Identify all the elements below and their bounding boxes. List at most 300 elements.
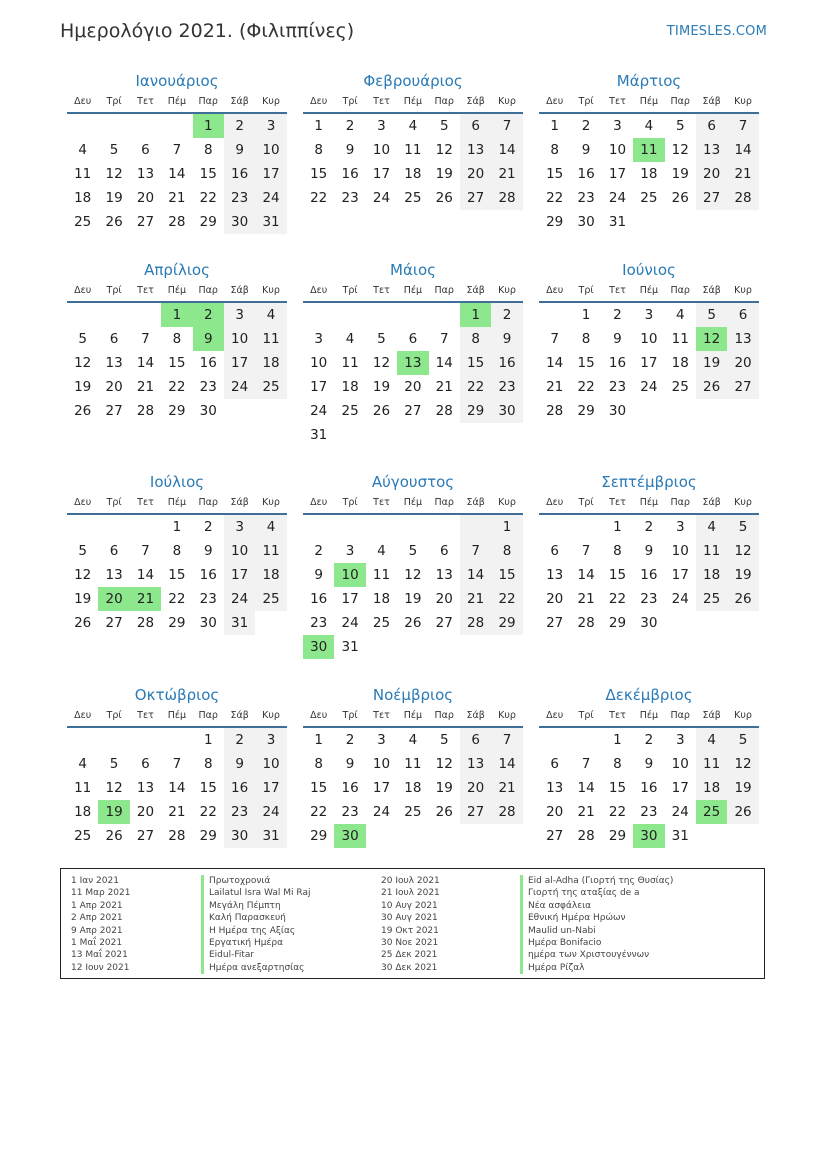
day-cell: 29 (199, 214, 217, 230)
week-row (67, 210, 287, 234)
day-cell: 23 (491, 375, 522, 399)
day-cell: 22 (199, 804, 217, 820)
day-cell: 16 (640, 567, 658, 583)
day-cell: 18 (696, 563, 727, 587)
day-cell: 23 (199, 379, 217, 395)
week-row (303, 162, 523, 186)
day-cell: 9 (581, 142, 591, 158)
weekday-label: Σάβ (230, 497, 249, 508)
empty-day-cell (491, 635, 522, 659)
day-cell: 15 (310, 780, 328, 796)
empty-day-cell (366, 303, 397, 327)
weekday-label: Σάβ (230, 710, 249, 721)
day-cell: 20 (696, 162, 727, 186)
week-row (539, 587, 759, 611)
weekday-label: Πέμ (403, 96, 423, 107)
day-cell: 21 (491, 776, 522, 800)
day-cell: 12 (435, 142, 453, 158)
weekday-label: Τετ (609, 497, 626, 508)
weekday-label: Δευ (74, 285, 92, 296)
weekday-label: Πέμ (403, 497, 423, 508)
day-cell: 27 (727, 375, 758, 399)
holiday-date: 13 Μαΐ 2021 (71, 950, 128, 961)
day-cell: 12 (74, 567, 92, 583)
day-cell: 19 (435, 166, 453, 182)
day-cell: 16 (577, 166, 595, 182)
holiday-day-cell: 25 (696, 800, 727, 824)
day-cell: 20 (546, 804, 564, 820)
day-cell: 17 (310, 379, 328, 395)
day-cell: 24 (255, 186, 286, 210)
day-cell: 6 (109, 331, 119, 347)
weekday-label: Σάβ (702, 710, 721, 721)
weekday-label: Τετ (373, 497, 390, 508)
day-cell: 10 (255, 138, 286, 162)
holiday-name: Γιορτή της αταξίας de a (520, 887, 673, 899)
day-cell: 17 (671, 780, 689, 796)
day-cell: 25 (255, 375, 286, 399)
empty-day-cell (633, 210, 664, 234)
holiday-date: 25 Δεκ 2021 (381, 950, 438, 961)
day-cell: 29 (460, 399, 491, 423)
day-cell: 5 (78, 331, 87, 347)
day-cell: 29 (577, 403, 595, 419)
empty-day-cell (67, 728, 98, 752)
day-cell: 2 (581, 118, 591, 134)
day-cell: 30 (224, 210, 255, 234)
day-cell: 19 (105, 190, 123, 206)
day-cell: 30 (608, 403, 627, 419)
holiday-date: 30 Νοε 2021 (381, 937, 439, 948)
week-row (303, 515, 523, 539)
day-cell: 7 (491, 728, 522, 752)
day-cell: 13 (136, 780, 155, 796)
weekday-header (539, 281, 759, 303)
day-cell: 23 (640, 591, 658, 607)
day-cell: 10 (671, 543, 689, 559)
day-cell: 2 (203, 519, 213, 535)
day-cell: 8 (203, 142, 213, 158)
empty-day-cell (460, 635, 491, 659)
day-cell: 3 (345, 543, 355, 559)
day-cell: 14 (168, 780, 186, 796)
day-cell: 15 (608, 780, 627, 796)
day-cell: 15 (168, 567, 186, 583)
weekday-label: Δευ (74, 710, 92, 721)
day-cell: 3 (255, 114, 286, 138)
day-cell: 20 (136, 804, 155, 820)
day-cell: 17 (224, 351, 255, 375)
weekday-label: Τετ (373, 96, 390, 107)
day-cell: 14 (577, 780, 595, 796)
week-row (303, 399, 523, 423)
day-cell: 13 (105, 567, 123, 583)
day-cell: 14 (546, 355, 564, 371)
week-row (303, 114, 523, 138)
week-row (303, 800, 523, 824)
holiday-day-cell: 20 (98, 587, 129, 611)
month-block (303, 684, 523, 848)
day-cell: 1 (314, 732, 323, 748)
weekday-label: Κυρ (734, 710, 752, 721)
holiday-date: 9 Απρ 2021 (71, 925, 123, 936)
day-cell: 26 (727, 587, 758, 611)
day-cell: 6 (439, 543, 449, 559)
holiday-day-cell: 1 (460, 303, 491, 327)
day-cell: 16 (491, 351, 522, 375)
week-row (67, 800, 287, 824)
weekday-label: Δευ (310, 497, 328, 508)
day-cell: 22 (546, 190, 564, 206)
weekday-label: Τρί (578, 285, 594, 296)
day-cell: 16 (341, 780, 359, 796)
day-cell: 4 (377, 543, 386, 559)
weekday-label: Τετ (137, 96, 154, 107)
day-cell: 30 (199, 403, 217, 419)
holiday-date: 2 Απρ 2021 (71, 913, 123, 924)
month-name: Μάρτιος (616, 72, 682, 90)
day-cell: 19 (435, 780, 453, 796)
empty-day-cell (366, 423, 397, 447)
day-cell: 12 (74, 355, 92, 371)
weekday-label: Δευ (310, 96, 328, 107)
day-cell: 15 (168, 355, 186, 371)
day-cell: 25 (404, 804, 422, 820)
week-row (303, 587, 523, 611)
day-cell: 26 (372, 403, 391, 419)
day-cell: 18 (696, 776, 727, 800)
holiday-name: Νέα ασφάλεια (520, 900, 673, 912)
day-cell: 31 (671, 828, 689, 844)
weekday-label: Κυρ (734, 497, 752, 508)
day-cell: 16 (640, 780, 658, 796)
day-cell: 28 (460, 611, 491, 635)
week-row (539, 162, 759, 186)
day-cell: 30 (491, 399, 522, 423)
day-cell: 31 (310, 427, 328, 443)
day-cell: 30 (640, 615, 658, 631)
day-cell: 21 (577, 591, 595, 607)
day-cell: 17 (372, 780, 391, 796)
empty-day-cell (130, 515, 161, 539)
day-cell: 6 (109, 543, 119, 559)
weekday-label: Σάβ (702, 497, 721, 508)
week-row (539, 539, 759, 563)
empty-day-cell (397, 824, 428, 848)
empty-day-cell (460, 824, 491, 848)
month-name: Φεβρουάριος (363, 72, 463, 90)
weekday-header (303, 281, 523, 303)
day-cell: 7 (172, 756, 182, 772)
empty-day-cell (397, 303, 428, 327)
holiday-date: 10 Αυγ 2021 (381, 900, 438, 911)
weekday-header (303, 92, 523, 114)
week-row (67, 611, 287, 635)
holiday-day-cell: 12 (696, 327, 727, 351)
day-cell: 9 (345, 756, 355, 772)
weekday-label: Πέμ (639, 497, 659, 508)
day-cell: 9 (613, 331, 622, 347)
weekday-label: Πέμ (639, 710, 659, 721)
day-cell: 2 (491, 303, 522, 327)
day-cell: 15 (577, 355, 595, 371)
day-cell: 18 (255, 563, 286, 587)
day-cell: 31 (608, 214, 627, 230)
day-cell: 15 (310, 166, 328, 182)
day-cell: 27 (460, 800, 491, 824)
day-cell: 21 (546, 379, 564, 395)
month-block (303, 70, 523, 210)
day-cell: 22 (491, 587, 522, 611)
day-cell: 12 (727, 539, 758, 563)
day-cell: 22 (608, 591, 627, 607)
month-block (303, 471, 523, 659)
holiday-day-cell: 1 (193, 114, 224, 138)
holiday-day-cell: 2 (193, 303, 224, 327)
day-cell: 27 (105, 403, 123, 419)
day-cell: 27 (546, 615, 564, 631)
day-cell: 5 (377, 331, 386, 347)
day-cell: 8 (491, 539, 522, 563)
month-name: Ιούλιος (149, 473, 205, 491)
day-cell: 10 (671, 756, 689, 772)
weekday-label: Τρί (106, 96, 122, 107)
weekday-label: Παρ (670, 285, 690, 296)
weekday-header (303, 706, 523, 728)
weekday-label: Δευ (310, 710, 328, 721)
day-cell: 29 (310, 828, 328, 844)
day-cell: 13 (546, 780, 564, 796)
week-row (67, 515, 287, 539)
legend-dates-left (71, 875, 131, 974)
holiday-day-cell: 1 (161, 303, 192, 327)
weekday-label: Δευ (310, 285, 328, 296)
holiday-day-cell: 19 (98, 800, 129, 824)
day-cell: 11 (341, 355, 359, 371)
empty-day-cell (696, 210, 727, 234)
page-title: Ημερολόγιο 2021. (Φιλιππίνες) (60, 20, 355, 42)
day-cell: 23 (577, 190, 595, 206)
day-cell: 30 (224, 824, 255, 848)
month-block (67, 684, 287, 848)
day-cell: 9 (314, 567, 323, 583)
day-cell: 31 (341, 639, 359, 655)
weekday-label: Τετ (373, 285, 390, 296)
weekday-label: Πέμ (167, 710, 187, 721)
day-cell: 23 (310, 615, 328, 631)
day-cell: 24 (671, 591, 689, 607)
holiday-name: Πρωτοχρονιά (201, 875, 310, 887)
day-cell: 26 (671, 190, 689, 206)
weekday-label: Δευ (546, 710, 564, 721)
day-cell: 6 (727, 303, 758, 327)
day-cell: 28 (727, 186, 758, 210)
weekday-label: Σάβ (230, 285, 249, 296)
day-cell: 26 (404, 615, 422, 631)
empty-day-cell (98, 114, 129, 138)
day-cell: 2 (314, 543, 323, 559)
day-cell: 21 (491, 162, 522, 186)
weekday-label: Δευ (74, 96, 92, 107)
day-cell: 7 (581, 756, 591, 772)
holiday-name: Lailatul Isra Wal Mi Raj (201, 887, 310, 899)
day-cell: 18 (640, 166, 658, 182)
day-cell: 10 (608, 142, 627, 158)
day-cell: 27 (460, 186, 491, 210)
day-cell: 8 (613, 756, 622, 772)
holiday-date: 11 Μαρ 2021 (71, 888, 131, 899)
day-cell: 8 (314, 142, 323, 158)
holiday-day-cell: 30 (303, 635, 334, 659)
weekday-label: Πέμ (167, 285, 187, 296)
weekday-label: Κυρ (262, 96, 280, 107)
day-cell: 23 (224, 800, 255, 824)
day-cell: 19 (671, 166, 689, 182)
day-cell: 25 (671, 379, 689, 395)
week-row (303, 327, 523, 351)
month-name: Μάιος (390, 261, 436, 279)
day-cell: 24 (640, 379, 658, 395)
day-cell: 25 (74, 214, 92, 230)
day-cell: 22 (460, 375, 491, 399)
week-row (539, 728, 759, 752)
day-cell: 4 (675, 307, 685, 323)
empty-day-cell (366, 635, 397, 659)
day-cell: 18 (372, 591, 391, 607)
empty-day-cell (366, 824, 397, 848)
weekday-label: Τρί (106, 497, 122, 508)
empty-day-cell (130, 728, 161, 752)
day-cell: 20 (435, 591, 453, 607)
day-cell: 24 (372, 804, 391, 820)
day-cell: 11 (255, 327, 286, 351)
day-cell: 19 (404, 591, 422, 607)
day-cell: 26 (696, 375, 727, 399)
day-cell: 20 (105, 379, 123, 395)
day-cell: 5 (727, 515, 758, 539)
day-cell: 4 (408, 118, 418, 134)
week-row (67, 539, 287, 563)
day-cell: 3 (377, 732, 386, 748)
empty-day-cell (696, 399, 727, 423)
day-cell: 21 (136, 379, 155, 395)
day-cell: 7 (581, 543, 591, 559)
empty-day-cell (67, 114, 98, 138)
day-cell: 21 (577, 804, 595, 820)
weekday-label: Τετ (373, 710, 390, 721)
week-row (303, 824, 523, 848)
week-row (67, 587, 287, 611)
day-cell: 13 (435, 567, 453, 583)
week-row (539, 399, 759, 423)
holiday-date: 30 Αυγ 2021 (381, 913, 438, 924)
week-row (303, 303, 523, 327)
day-cell: 22 (168, 591, 186, 607)
day-cell: 8 (314, 756, 323, 772)
day-cell: 15 (491, 563, 522, 587)
week-row (303, 351, 523, 375)
day-cell: 4 (255, 303, 286, 327)
day-cell: 2 (644, 519, 654, 535)
day-cell: 2 (345, 118, 355, 134)
day-cell: 28 (435, 403, 453, 419)
day-cell: 17 (341, 591, 359, 607)
brand-link[interactable]: TIMESLES.COM (666, 24, 767, 39)
day-cell: 9 (644, 756, 654, 772)
day-cell: 31 (255, 824, 286, 848)
day-cell: 26 (105, 828, 123, 844)
empty-day-cell (161, 728, 192, 752)
week-row (67, 399, 287, 423)
day-cell: 29 (168, 403, 186, 419)
day-cell: 17 (372, 166, 391, 182)
day-cell: 17 (608, 166, 627, 182)
day-cell: 31 (255, 210, 286, 234)
holiday-name: Καλή Παρασκευή (201, 912, 310, 924)
day-cell: 13 (727, 327, 758, 351)
week-row (67, 114, 287, 138)
day-cell: 20 (460, 162, 491, 186)
holiday-day-cell: 13 (397, 351, 428, 375)
empty-day-cell (67, 515, 98, 539)
week-row (539, 351, 759, 375)
empty-day-cell (539, 515, 570, 539)
day-cell: 28 (491, 186, 522, 210)
weekday-label: Παρ (670, 497, 690, 508)
month-name: Ιανουάριος (135, 72, 219, 90)
day-cell: 2 (224, 114, 255, 138)
day-cell: 13 (460, 138, 491, 162)
day-cell: 10 (640, 331, 658, 347)
weekday-label: Παρ (670, 96, 690, 107)
empty-day-cell (491, 423, 522, 447)
day-cell: 3 (224, 515, 255, 539)
day-cell: 27 (136, 214, 155, 230)
weekday-label: Τρί (578, 710, 594, 721)
day-cell: 16 (199, 567, 217, 583)
day-cell: 9 (224, 138, 255, 162)
empty-day-cell (130, 303, 161, 327)
holiday-name: ημέρα των Χριστουγέννων (520, 949, 673, 961)
day-cell: 19 (74, 379, 92, 395)
day-cell: 25 (255, 587, 286, 611)
weekday-header (303, 493, 523, 515)
day-cell: 10 (372, 756, 391, 772)
week-row (539, 776, 759, 800)
day-cell: 14 (435, 355, 453, 371)
day-cell: 25 (640, 190, 658, 206)
day-cell: 18 (341, 379, 359, 395)
day-cell: 7 (172, 142, 182, 158)
weekday-label: Σάβ (702, 96, 721, 107)
week-row (303, 375, 523, 399)
month-block (67, 70, 287, 234)
empty-day-cell (429, 515, 460, 539)
weekday-label: Πέμ (167, 497, 187, 508)
weekday-label: Πέμ (639, 96, 659, 107)
day-cell: 19 (372, 379, 391, 395)
day-cell: 14 (491, 138, 522, 162)
day-cell: 4 (78, 142, 87, 158)
day-cell: 6 (460, 728, 491, 752)
day-cell: 11 (372, 567, 391, 583)
weekday-label: Κυρ (262, 497, 280, 508)
day-cell: 27 (546, 828, 564, 844)
weekday-label: Σάβ (466, 710, 485, 721)
weekday-label: Δευ (546, 285, 564, 296)
empty-day-cell (539, 303, 570, 327)
day-cell: 25 (372, 615, 391, 631)
